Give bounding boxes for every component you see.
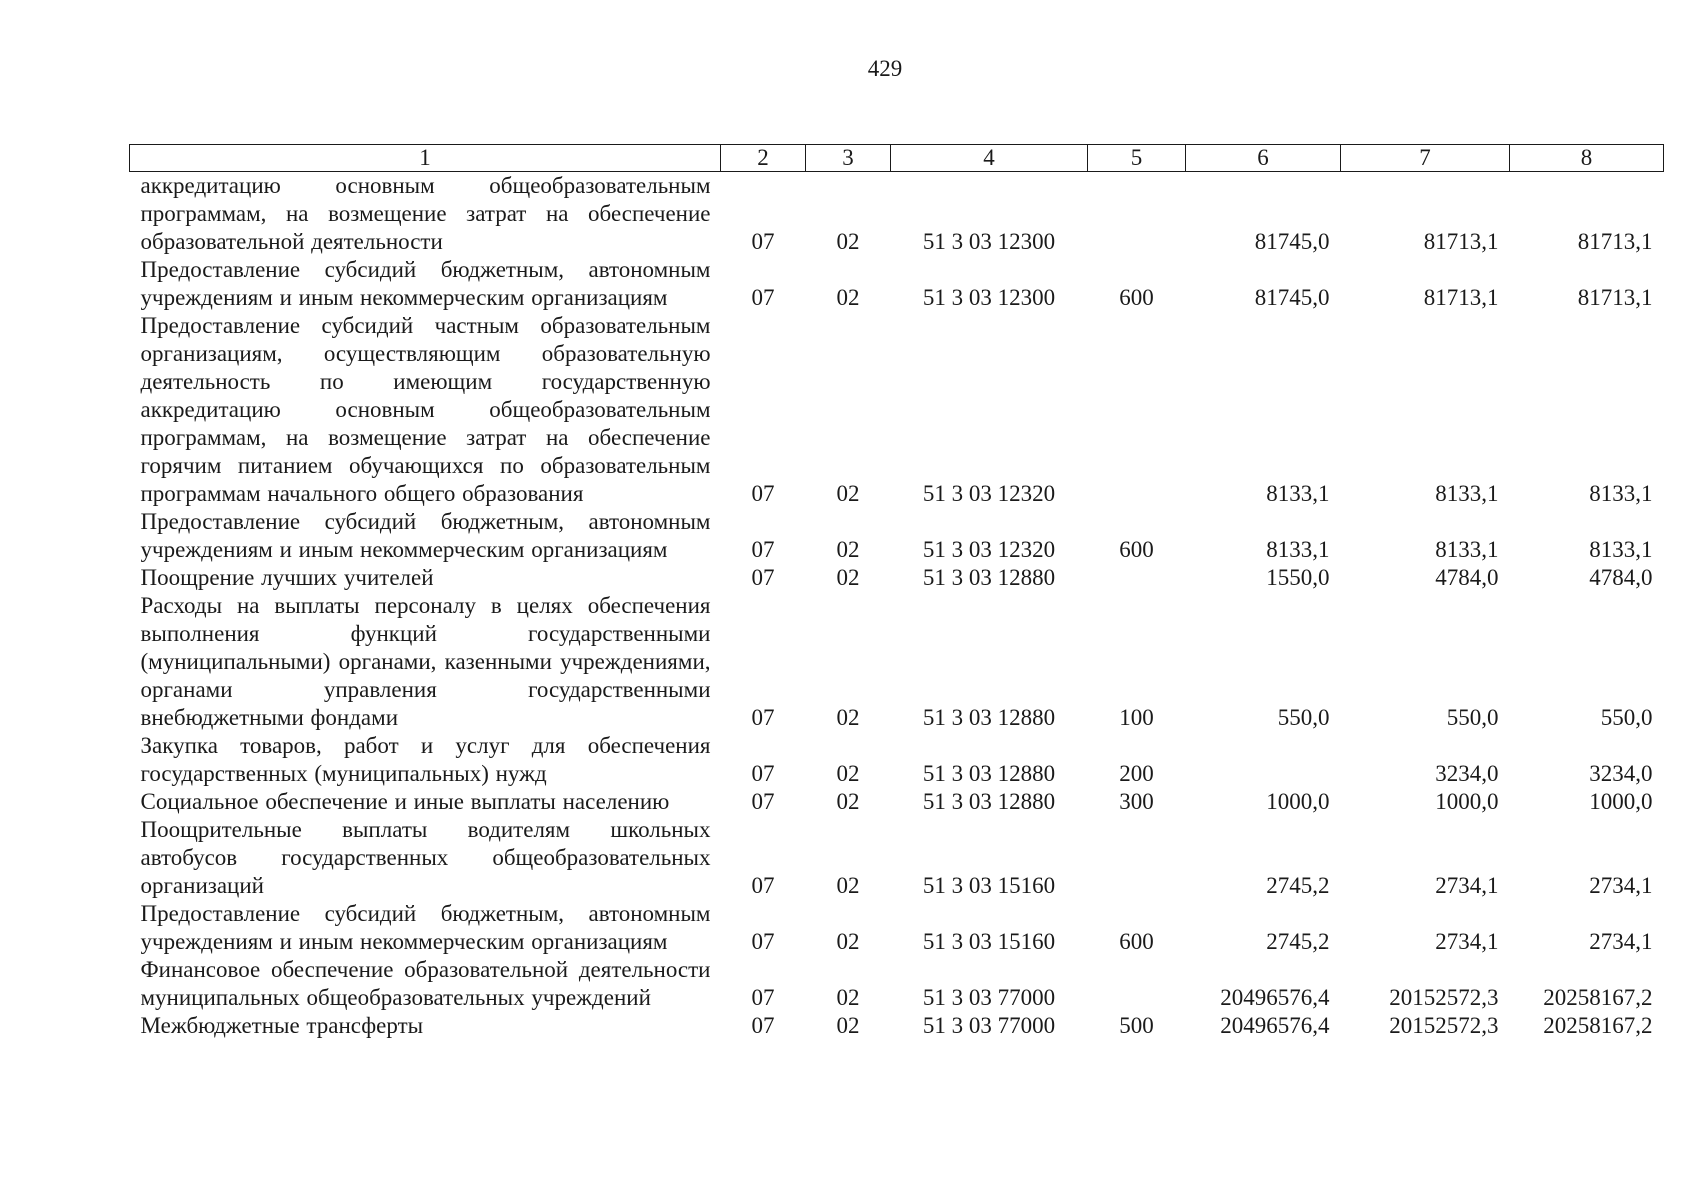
row-amount-col6: 20496576,4 xyxy=(1220,985,1330,1010)
row-amount-col8: 20258167,2 xyxy=(1543,985,1653,1010)
column-header-8: 8 xyxy=(1510,145,1664,172)
row-subsection: 02 xyxy=(836,481,860,506)
row-expense-type: 100 xyxy=(1119,705,1154,730)
column-header-4: 4 xyxy=(891,145,1088,172)
row-target-code: 51 3 03 12880 xyxy=(922,565,1056,590)
row-name: Предоставление субсидий бюджетным, автономным учреждениям и иным некоммерческим организациям xyxy=(140,509,711,562)
column-header-2: 2 xyxy=(721,145,806,172)
row-target-code: 51 3 03 15160 xyxy=(922,873,1056,898)
row-section: 07 xyxy=(751,481,775,506)
row-name: Поощрение лучших учителей xyxy=(140,565,434,590)
table-row xyxy=(130,816,1664,900)
row-section: 07 xyxy=(751,789,775,814)
row-subsection: 02 xyxy=(836,285,860,310)
row-amount-col6: 81745,0 xyxy=(1254,285,1330,310)
row-target-code: 51 3 03 77000 xyxy=(922,1013,1056,1038)
row-amount-col6: 81745,0 xyxy=(1254,229,1330,254)
column-header-6: 6 xyxy=(1186,145,1341,172)
row-section: 07 xyxy=(751,229,775,254)
row-amount-col6: 1000,0 xyxy=(1266,789,1330,814)
row-name: Межбюджетные трансферты xyxy=(140,1013,424,1038)
row-name: Финансовое обеспечение образовательной деятельности муниципальных общеобразовательных учреждений xyxy=(140,957,711,1010)
row-amount-col7: 8133,1 xyxy=(1435,481,1499,506)
row-amount-col8: 20258167,2 xyxy=(1543,1013,1653,1038)
row-amount-col7: 81713,1 xyxy=(1423,229,1499,254)
row-amount-col7: 2734,1 xyxy=(1435,929,1499,954)
row-expense-type xyxy=(1088,312,1186,508)
row-target-code: 51 3 03 12880 xyxy=(922,705,1056,730)
row-amount-col8: 1000,0 xyxy=(1589,789,1653,814)
row-amount-col7: 20152572,3 xyxy=(1389,1013,1499,1038)
table-row xyxy=(130,956,1664,1012)
row-amount-col7: 20152572,3 xyxy=(1389,985,1499,1010)
row-amount-col8: 81713,1 xyxy=(1577,229,1653,254)
row-target-code: 51 3 03 12880 xyxy=(922,761,1056,786)
column-header-7: 7 xyxy=(1341,145,1510,172)
row-target-code: 51 3 03 12300 xyxy=(922,285,1056,310)
row-expense-type xyxy=(1088,816,1186,900)
table-row xyxy=(130,564,1664,592)
row-section: 07 xyxy=(751,285,775,310)
table-header-row xyxy=(130,145,1664,172)
row-expense-type xyxy=(1088,564,1186,592)
row-subsection: 02 xyxy=(836,705,860,730)
table-row xyxy=(130,1012,1664,1040)
row-name: Поощрительные выплаты водителям школьных автобусов государственных общеобразовательных организаций xyxy=(140,817,711,898)
row-expense-type: 600 xyxy=(1119,537,1154,562)
row-section: 07 xyxy=(751,929,775,954)
row-name: Расходы на выплаты персоналу в целях обеспечения выполнения функций государственными (муниципальными) органами, казенными учреждениями, органами управления государственными внебюджетными фондами xyxy=(140,593,711,730)
row-amount-col8: 81713,1 xyxy=(1577,285,1653,310)
row-amount-col8: 4784,0 xyxy=(1589,565,1653,590)
row-amount-col8: 550,0 xyxy=(1600,705,1653,730)
row-expense-type: 500 xyxy=(1119,1013,1154,1038)
row-section: 07 xyxy=(751,705,775,730)
table-row xyxy=(130,788,1664,816)
row-target-code: 51 3 03 12320 xyxy=(922,481,1056,506)
table-row xyxy=(130,256,1664,312)
row-section: 07 xyxy=(751,1013,775,1038)
table-row xyxy=(130,592,1664,732)
row-target-code: 51 3 03 12880 xyxy=(922,789,1056,814)
row-amount-col6: 20496576,4 xyxy=(1220,1013,1330,1038)
row-amount-col8: 2734,1 xyxy=(1589,929,1653,954)
row-subsection: 02 xyxy=(836,789,860,814)
row-name: Закупка товаров, работ и услуг для обеспечения государственных (муниципальных) нужд xyxy=(140,733,711,786)
row-amount-col6 xyxy=(1186,732,1341,788)
row-expense-type: 600 xyxy=(1119,929,1154,954)
row-name: Предоставление субсидий бюджетным, автономным учреждениям и иным некоммерческим организациям xyxy=(140,257,711,310)
table-row xyxy=(130,900,1664,956)
column-header-1: 1 xyxy=(130,145,721,172)
row-section: 07 xyxy=(751,761,775,786)
row-target-code: 51 3 03 12300 xyxy=(922,229,1056,254)
row-name: Предоставление субсидий бюджетным, автономным учреждениям и иным некоммерческим организациям xyxy=(140,901,711,954)
row-amount-col8: 8133,1 xyxy=(1589,481,1653,506)
row-section: 07 xyxy=(751,873,775,898)
row-expense-type xyxy=(1088,956,1186,1012)
row-subsection: 02 xyxy=(836,537,860,562)
row-amount-col8: 3234,0 xyxy=(1589,761,1653,786)
row-expense-type: 200 xyxy=(1119,761,1154,786)
table-row xyxy=(130,172,1664,257)
row-section: 07 xyxy=(751,985,775,1010)
row-subsection: 02 xyxy=(836,929,860,954)
row-subsection: 02 xyxy=(836,565,860,590)
row-section: 07 xyxy=(751,565,775,590)
column-header-5: 5 xyxy=(1088,145,1186,172)
table-row xyxy=(130,732,1664,788)
table-row xyxy=(130,312,1664,508)
row-amount-col7: 81713,1 xyxy=(1423,285,1499,310)
row-section: 07 xyxy=(751,537,775,562)
row-target-code: 51 3 03 77000 xyxy=(922,985,1056,1010)
row-amount-col7: 550,0 xyxy=(1446,705,1499,730)
row-amount-col6: 1550,0 xyxy=(1266,565,1330,590)
row-subsection: 02 xyxy=(836,985,860,1010)
row-target-code: 51 3 03 12320 xyxy=(922,537,1056,562)
column-header-3: 3 xyxy=(806,145,891,172)
row-subsection: 02 xyxy=(836,873,860,898)
table-row xyxy=(130,508,1664,564)
row-amount-col7: 4784,0 xyxy=(1435,565,1499,590)
budget-table xyxy=(129,144,1664,1040)
row-amount-col7: 3234,0 xyxy=(1435,761,1499,786)
row-amount-col6: 8133,1 xyxy=(1266,481,1330,506)
row-expense-type: 600 xyxy=(1119,285,1154,310)
row-amount-col6: 8133,1 xyxy=(1266,537,1330,562)
row-amount-col7: 1000,0 xyxy=(1435,789,1499,814)
row-subsection: 02 xyxy=(836,229,860,254)
row-amount-col8: 2734,1 xyxy=(1589,873,1653,898)
row-expense-type xyxy=(1088,172,1186,257)
row-subsection: 02 xyxy=(836,1013,860,1038)
page-number: 429 xyxy=(867,56,903,81)
row-name: Предоставление субсидий частным образовательным организациям, осуществляющим образовательную деятельность по имеющим государственную аккредитацию основным общеобразовательным программам, на возмещение затрат на обеспечение горячим питанием обучающихся по образовательным программам начального общего образования xyxy=(140,313,711,506)
row-name: Социальное обеспечение и иные выплаты населению xyxy=(140,789,670,814)
row-amount-col7: 8133,1 xyxy=(1435,537,1499,562)
row-expense-type: 300 xyxy=(1119,789,1154,814)
row-amount-col8: 8133,1 xyxy=(1589,537,1653,562)
row-amount-col7: 2734,1 xyxy=(1435,873,1499,898)
row-amount-col6: 550,0 xyxy=(1277,705,1330,730)
row-amount-col6: 2745,2 xyxy=(1266,929,1330,954)
row-target-code: 51 3 03 15160 xyxy=(922,929,1056,954)
row-amount-col6: 2745,2 xyxy=(1266,873,1330,898)
row-name: аккредитацию основным общеобразовательным программам, на возмещение затрат на обеспечение образовательной деятельности xyxy=(140,173,711,254)
row-subsection: 02 xyxy=(836,761,860,786)
